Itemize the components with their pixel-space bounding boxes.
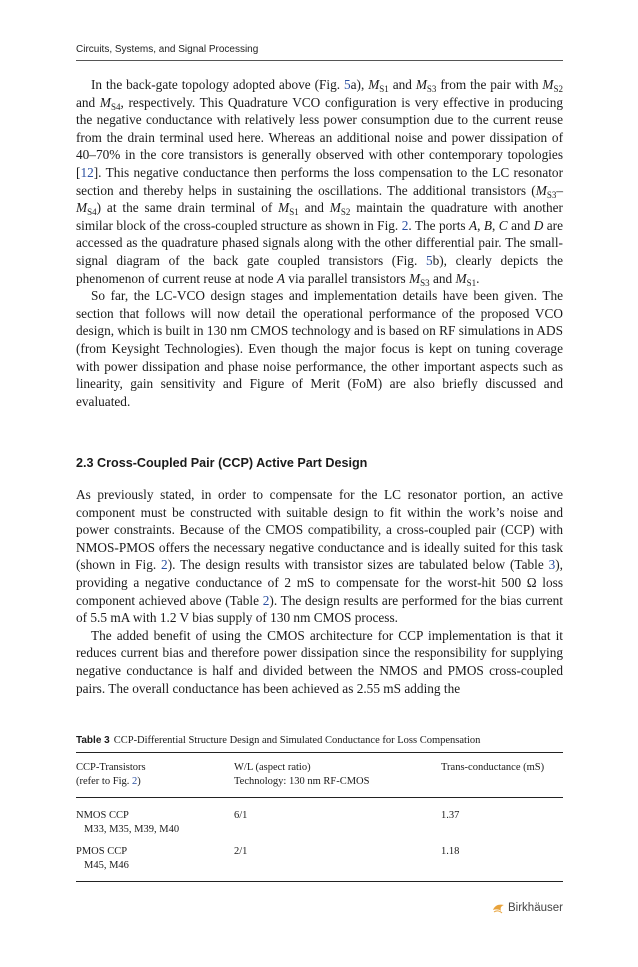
table-caption bbox=[76, 735, 563, 746]
running-head: Circuits, Systems, and Signal Processing bbox=[76, 44, 259, 55]
paragraph-2: So far, the LC-VCO design stages and implementation details have been given. The section that follows will now detail the operational performance of the proposed VCO design, which is built in 130 nm CMOS technology and is based on RF simulations in ADS (from Keysight Technologies). Even though the major focus is kept on tuning coverage with power dissipation and phase noise performance, the other important aspects such as linearity, gain sensitivity and Figure of Merit (FoM) are also briefly discussed and evaluated. bbox=[76, 288, 563, 409]
body-text-bottom bbox=[76, 486, 563, 697]
row-wl: 6/1 bbox=[234, 810, 248, 821]
citation-ref[interactable]: 12 bbox=[80, 164, 94, 180]
paragraph-4: The added benefit of using the CMOS architecture for CCP implementation is that it reduces current bias and therefore power dissipation since the responsibility for supplying negative conductance is half and divided between the NMOS and PMOS cross-coupled pairs. The overall conductance has been achieved as 2.55 mS adding the bbox=[76, 627, 563, 696]
fig-ref[interactable]: 2 bbox=[161, 557, 168, 573]
row-devices: M33, M35, M39, M40 bbox=[84, 824, 180, 835]
body-text-top bbox=[76, 76, 563, 410]
paragraph-3: As previously stated, in order to compensate for the LC resonator portion, an active component must be constructed with suitable design to fit within the work’s noise and power constraints. Because of the CMOS compatibility, a cross-coupled pair (CCP) with NMOS-PMOS offers the necessary negative conductance and is ideally suited for this task (shown in Fig. 2). The design results with transistor sizes are tabulated below (Table 3), providing a negative conductance of 2 mS to compensate for the worst-hit 500 Ω loss component achieved above (Table 2). The design results are performed for the bias current of 5.5 mA with 1.2 V bias supply of 130 nm CMOS process. bbox=[76, 487, 563, 626]
fig-ref[interactable]: 5 bbox=[425, 252, 433, 268]
publisher-name: Birkhäuser bbox=[508, 902, 563, 914]
fig-ref[interactable]: 5 bbox=[343, 77, 351, 92]
header-col-3: Trans-conductance (mS) bbox=[441, 762, 545, 773]
table-bottom-rule bbox=[76, 881, 563, 882]
publisher-logo bbox=[492, 902, 563, 914]
header-col-1: CCP-Transistors (refer to Fig. 2) bbox=[76, 762, 146, 787]
table-row bbox=[76, 798, 563, 841]
row-wl: 2/1 bbox=[234, 846, 248, 857]
row-name: NMOS CCP bbox=[76, 810, 129, 821]
section-heading: 2.3 Cross-Coupled Pair (CCP) Active Part Design bbox=[76, 456, 368, 470]
header-rule bbox=[76, 60, 563, 61]
table-ref[interactable]: 2 bbox=[262, 592, 270, 608]
table-caption-text: CCP-Differential Structure Design and Simulated Conductance for Loss Compensation bbox=[113, 735, 481, 746]
row-name: PMOS CCP bbox=[76, 846, 128, 857]
table-row bbox=[76, 841, 563, 881]
paragraph-1: In the back-gate topology adopted above (Fig. 5a), $M_{S1}$ and $M_{S3}$ from the pair with $M_{S2}$ and $M_{S4}$, respectively. This Quadrature VCO configuration is very effective in producing the negative conductance with relatively less power consumption due to the current reuse from the drain terminal used here. Whereas an additional noise and power dissipation of 40–70% in the core transistors is generally observed with other contemporary topologies [12]. This negative conductance then performs the loss compensation to the LC resonator section and thereby helps in sustaining the oscillations. The additional transistors $(M_{S3}-M_{S4})$ at the same drain terminal of $M_{S1}$ and $M_{S2}$ maintain the quadrature with another similar block of the cross-coupled structure as shown in Fig. 2. The ports A, B, C and D are accessed as the quadrature phased signals along with the other differential pair. The small-signal diagram of the back gate coupled transistors (Fig. 5b), clearly depicts the phenomenon of current reuse at node A via parallel transistors $M_{S3}$ and $M_{S1}$. bbox=[76, 77, 564, 288]
table-ref[interactable]: 3 bbox=[548, 557, 556, 573]
fig-ref[interactable]: 2 bbox=[131, 776, 138, 787]
table-3 bbox=[76, 752, 563, 882]
table-label: Table 3 bbox=[76, 735, 110, 746]
row-devices: M45, M46 bbox=[84, 860, 129, 871]
row-gm: 1.37 bbox=[441, 810, 460, 821]
header-col-2: W/L (aspect ratio) Technology: 130 nm RF-CMOS bbox=[234, 762, 370, 787]
fig-ref[interactable]: 2 bbox=[401, 217, 409, 233]
birkhauser-bird-icon bbox=[492, 903, 505, 914]
row-gm: 1.18 bbox=[441, 846, 460, 857]
table-header-row bbox=[76, 753, 563, 797]
